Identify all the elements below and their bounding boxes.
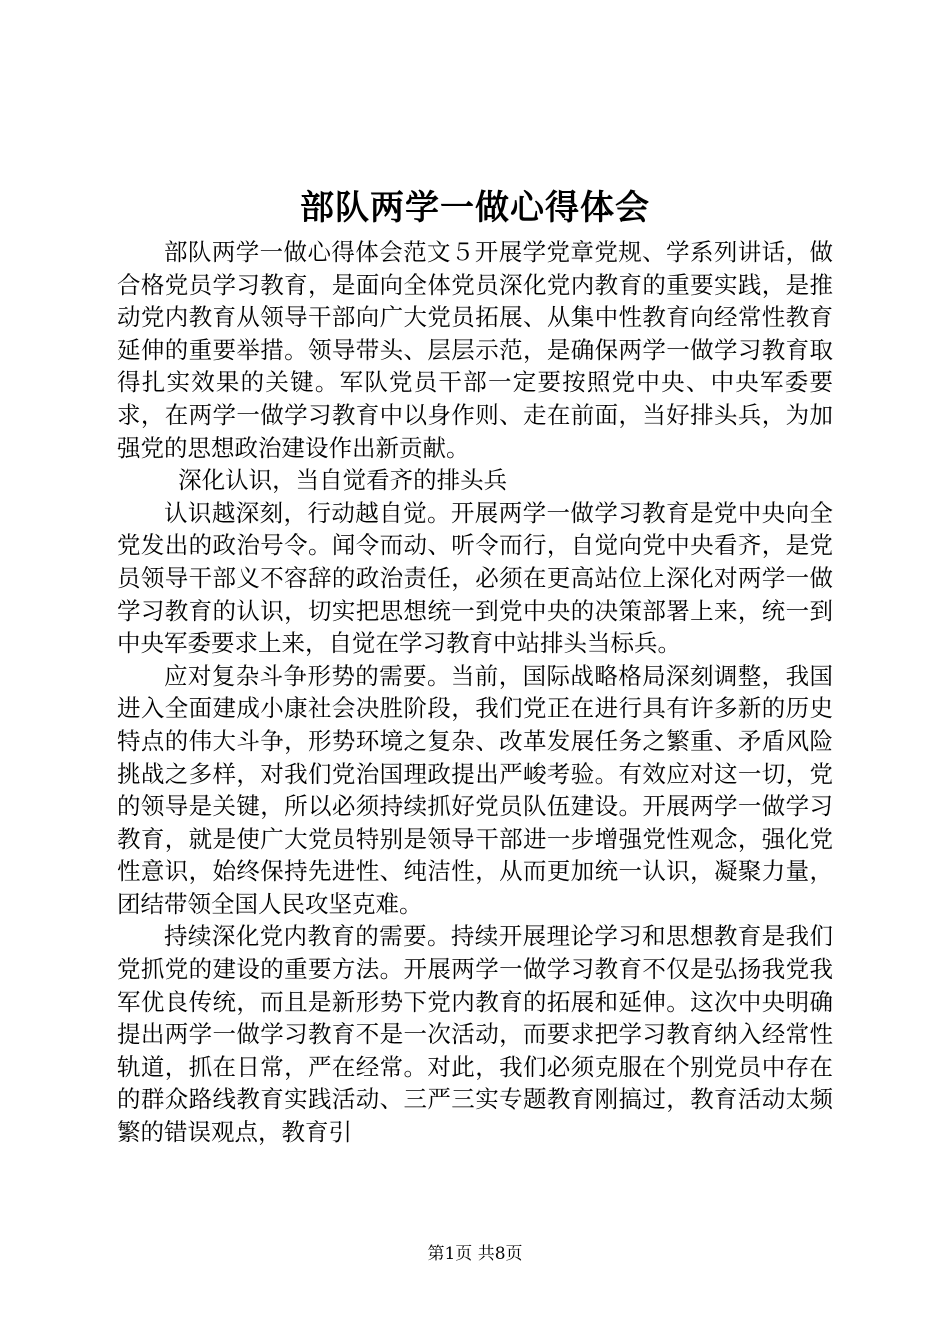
document-title: 部队两学一做心得体会 [300,188,650,228]
paragraph-understanding: 认识越深刻，行动越自觉。开展两学一做学习教育是党中央向全党发出的政治号令。闻令而动、听令而行，自觉向党中央看齐，是党员领导干部义不容辞的政治责任，必须在更高站位上深化对两学一做学习教育的认识，切实把思想统一到党中央的决策部署上来，统一到中央军委要求上来，自觉在学习教育中站排头当标兵。 [117,498,833,658]
document-body [117,236,833,1149]
paragraph-struggle-situation: 应对复杂斗争形势的需要。当前，国际战略格局深刻调整，我国进入全面建成小康社会决胜阶段，我们党正在进行具有许多新的历史特点的伟大斗争，形势环境之复杂、改革发展任务之繁重、矛盾风险挑战之多样，对我们党治国理政提出严峻考验。有效应对这一切，党的领导是关键，所以必须持续抓好党员队伍建设。开展两学一做学习教育，就是使广大党员特别是领导干部进一步增强党性观念，强化党性意识，始终保持先进性、纯洁性，从而更加统一认识，凝聚力量，团结带领全国人民攻坚克难。 [117,661,833,918]
section-heading: 深化认识，当自觉看齐的排头兵 [178,466,508,495]
page-footer: 第1页 共8页 [427,1244,523,1264]
paragraph-intro: 部队两学一做心得体会范文５开展学党章党规、学系列讲话，做合格党员学习教育，是面向全体党员深化党内教育的重要实践，是推动党内教育从领导干部向广大党员拓展、从集中性教育向经常性教育延伸的重要举措。领导带头、层层示范，是确保两学一做学习教育取得扎实效果的关键。军队党员干部一定要按照党中央、中央军委要求，在两学一做学习教育中以身作则、走在前面，当好排头兵，为加强党的思想政治建设作出新贡献。 [117,238,833,462]
paragraph-party-education: 持续深化党内教育的需要。持续开展理论学习和思想教育是我们党抓党的建设的重要方法。开展两学一做学习教育不仅是弘扬我党我军优良传统，而且是新形势下党内教育的拓展和延伸。这次中央明确提出两学一做学习教育不是一次活动，而要求把学习教育纳入经常性轨道，抓在日常，严在经常。对此，我们必须克服在个别党员中存在的群众路线教育实践活动、三严三实专题教育刚搞过，教育活动太频繁的错误观点，教育引 [117,922,833,1147]
